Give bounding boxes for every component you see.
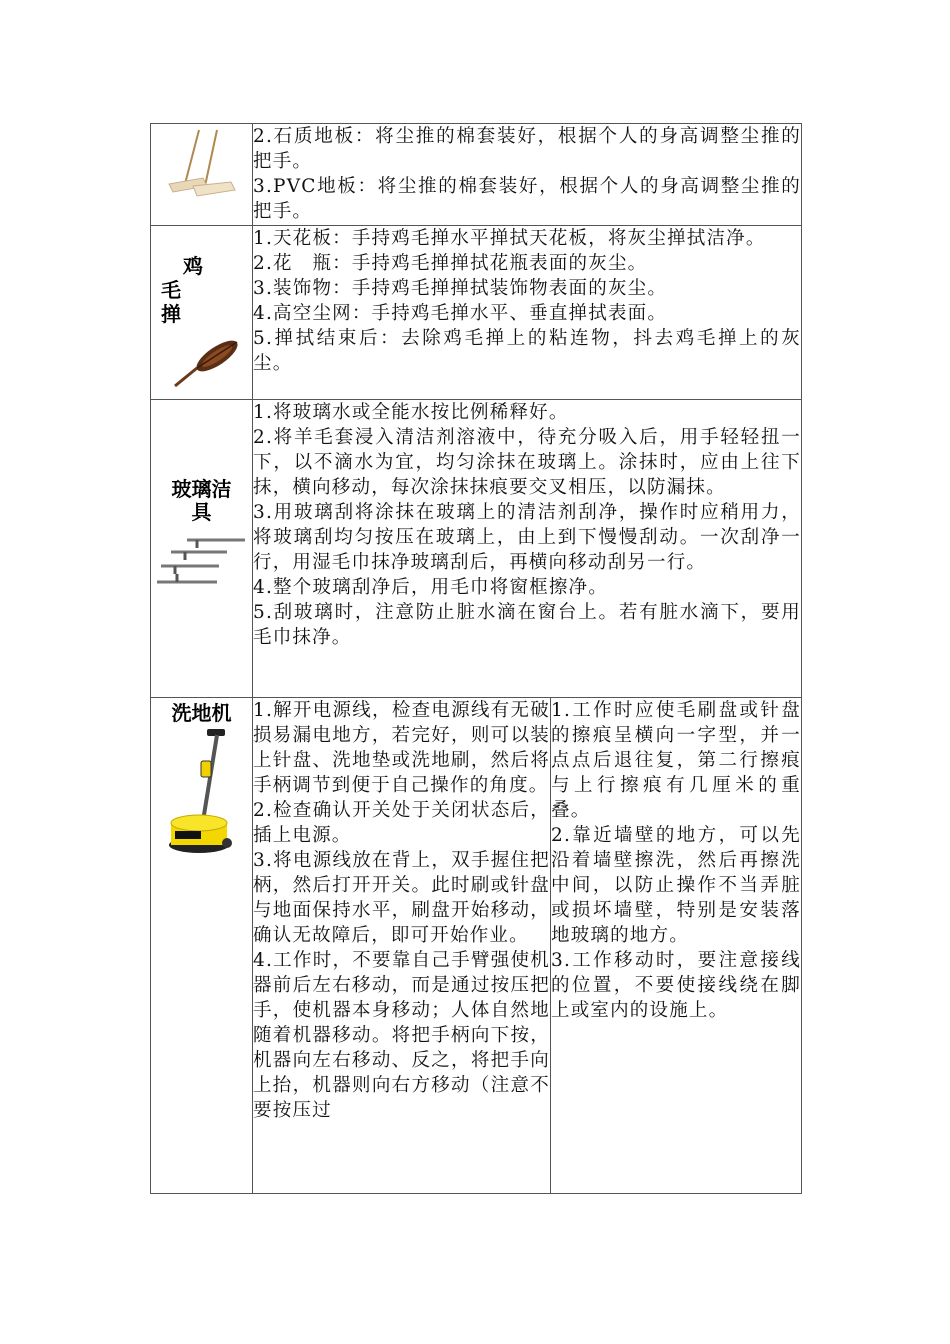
instruction-line: 4.工作时，不要靠自己手臂强使机器前后左右移动，而是通过按压把手，使机器本身移动；人体自然地随着机器移动。将把手柄向下按，机器向左右移动、反之，将把手向上抬，机器则向右方移动（注意不要按压过 (253, 950, 550, 1121)
instruction-line: 3.装饰物：手持鸡毛掸掸拭装饰物表面的灰尘。 (253, 278, 668, 299)
instruction-line: 3.PVC地板：将尘推的棉套装好，根据个人的身高调整尘推的把手。 (253, 176, 801, 222)
instruction-line: 2.将羊毛套浸入清洁剂溶液中，待充分吸入后，用手轻轻扭一下，以不滴水为宜，均匀涂抹在玻璃上。涂抹时，应由上往下抹，横向移动，每次涂抹抹痕要交叉相压，以防漏抹。 (253, 427, 801, 498)
table-row-floor-scrubber (151, 698, 802, 1194)
row-label-cell (151, 124, 253, 226)
row-label: 洗地机 (171, 701, 232, 725)
instruction-line: 1.工作时应使毛刷盘或针盘的擦痕呈横向一字型，并一点点后退往复，第二行擦痕与上行擦痕有几厘米的重叠。 (551, 700, 801, 821)
instruction-line: 3.工作移动时，要注意接线的位置，不要使接线绕在脚上或室内的设施上。 (551, 950, 801, 1021)
instruction-line: 3.将电源线放在背上，双手握住把柄，然后打开开关。此时刷或针盘与地面保持水平，刷盘开始移动，确认无故障后，即可开始作业。 (253, 850, 550, 946)
feather-duster-icon (167, 332, 247, 392)
instruction-line: 4.高空尘网：手持鸡毛掸水平、垂直掸拭表面。 (253, 303, 668, 324)
table-row-dust-mop (151, 124, 802, 226)
table-row-feather-duster (151, 226, 802, 400)
document-page (150, 123, 801, 1194)
instruction-line: 1.将玻璃水或全能水按比例稀释好。 (253, 402, 569, 423)
row-label: 鸡毛掸 (161, 254, 227, 326)
instruction-line: 2.石质地板：将尘推的棉套装好，根据个人的身高调整尘推的把手。 (253, 126, 801, 172)
cleaning-tools-table (150, 123, 802, 1194)
instruction-line: 3.用玻璃刮将涂抹在玻璃上的清洁剂刮净，操作时应稍用力，将玻璃刮均匀按压在玻璃上，由上到下慢慢刮动。一次刮净一行，用湿毛巾抹净玻璃刮后，再横向移动刮另一行。 (253, 502, 801, 573)
instruction-line: 1.天花板：手持鸡毛掸水平掸拭天花板，将灰尘掸拭洁净。 (253, 228, 766, 249)
row-content-cell (253, 226, 802, 400)
floor-scrubber-icon (167, 727, 237, 859)
instruction-line: 5.刮玻璃时，注意防止脏水滴在窗台上。若有脏水滴下，要用毛巾抹净。 (253, 602, 801, 648)
table-row-glass-tools (151, 400, 802, 698)
row-label-cell (151, 400, 253, 698)
row-label: 玻璃洁具 (171, 477, 232, 524)
instruction-line: 2.花 瓶：手持鸡毛掸掸拭花瓶表面的灰尘。 (253, 253, 648, 274)
instruction-line: 5.掸拭结束后：去除鸡毛掸上的粘连物，抖去鸡毛掸上的灰尘。 (253, 328, 801, 374)
dust-mop-icon (167, 126, 237, 198)
instruction-line: 2.检查确认开关处于关闭状态后，插上电源。 (253, 800, 550, 846)
instruction-line: 2.靠近墙壁的地方，可以先沿着墙壁擦洗，然后再擦洗中间，以防止操作不当弄脏或损坏墙壁，特别是安装落地玻璃的地方。 (551, 825, 801, 946)
instruction-line: 4.整个玻璃刮净后，用毛巾将窗框擦净。 (253, 577, 608, 598)
row-content-cell (253, 124, 802, 226)
row-label-cell (151, 226, 253, 400)
notes-cell (551, 698, 802, 1194)
row-label-cell (151, 698, 253, 1194)
window-squeegee-icon (157, 530, 247, 588)
instruction-line: 1.解开电源线，检查电源线有无破损易漏电地方，若完好，则可以装上针盘、洗地垫或洗地刷，然后将手柄调节到便于自己操作的角度。 (253, 700, 550, 796)
row-content-cell (253, 400, 802, 698)
procedure-cell (253, 698, 551, 1194)
